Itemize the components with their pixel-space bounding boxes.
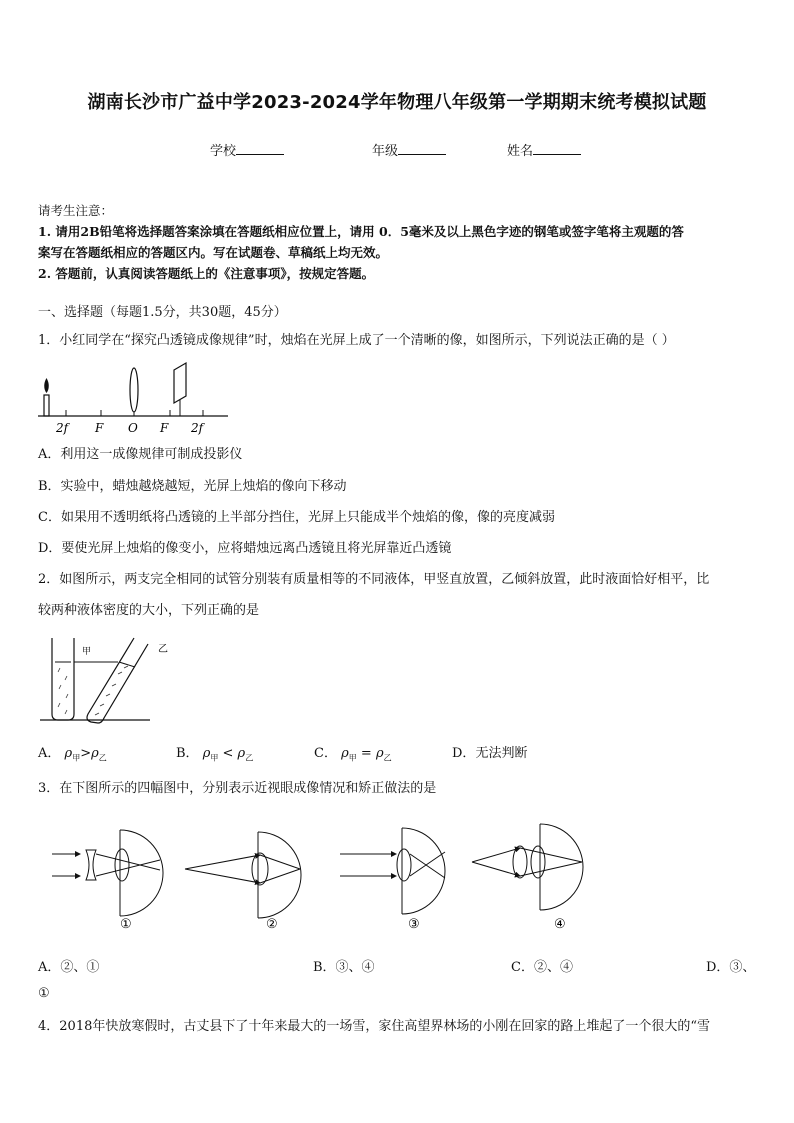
axis-label-o: O: [128, 421, 138, 435]
candle-icon: [44, 378, 49, 416]
q2-option-b: [176, 742, 253, 764]
q3-option-c: C．②、④: [511, 960, 573, 975]
q2-option-c-letter: C．: [314, 746, 337, 761]
relation-symbol: >: [80, 746, 92, 761]
notice-line-2: 2. 答题前，认真阅读答题纸上的《注意事项》，按规定答题。: [38, 266, 375, 281]
sub-jia: 甲: [72, 753, 81, 763]
rho-symbol: ρ: [237, 746, 246, 761]
axis-label-2f-right: 2f: [191, 421, 204, 435]
tilted-tube-icon: [87, 638, 148, 723]
q2-stem-line-2: 较两种液体密度的大小，下列正确的是: [38, 603, 260, 618]
rho-symbol: ρ: [341, 746, 349, 761]
q1-option-d: D．要使光屏上烛焰的像变小，应将蜡烛远离凸透镜且将光屏靠近凸透镜: [38, 541, 452, 556]
q2-stem-line-1: 2．如图所示，两支完全相同的试管分别装有质量相等的不同液体，甲竖直放置，乙倾斜放置，此时液面恰好相平，比: [38, 572, 710, 587]
q1-option-b: B．实验中，蜡烛越烧越短，光屏上烛焰的像向下移动: [38, 479, 347, 494]
q2-option-d-letter: D．: [452, 746, 476, 761]
axis-label-f-left: F: [95, 421, 104, 435]
sub-jia: 甲: [210, 753, 219, 763]
q1-stem: 1．小红同学在“探究凸透镜成像规律”时，烛焰在光屏上成了一个清晰的像，如图所示，下列说法正确的是（ ）: [38, 333, 675, 348]
q4-stem: 4．2018年快放寒假时，古丈县下了十年来最大的一场雪，家住高望界林场的小刚在回家的路上堆起了一个很大的“雪: [38, 1019, 711, 1034]
q3-option-d: D．③、: [706, 960, 756, 975]
grade-label: 年级: [372, 144, 399, 159]
figure-label-1: ①: [120, 917, 132, 932]
sub-yi: 乙: [98, 753, 107, 763]
notice-line-1b: 案写在答题纸相应的答题区内。写在试题卷、草稿纸上均无效。: [38, 245, 389, 260]
vertical-tube-icon: [52, 638, 74, 720]
name-label: 姓名: [507, 144, 534, 159]
figure-label-3: ③: [408, 917, 420, 932]
notice-block: [38, 200, 763, 284]
q2-test-tubes-figure: [38, 634, 168, 726]
rho-symbol: ρ: [64, 746, 73, 761]
q2-option-c: [314, 742, 392, 764]
q3-eye-figures: [50, 818, 590, 938]
figure-label-2: ②: [266, 917, 278, 932]
q3-option-d-wrap: ①: [38, 986, 50, 1001]
eye-diagram-1: [52, 830, 163, 916]
q1-optics-figure: [38, 360, 238, 440]
eye-diagram-2: [185, 832, 301, 918]
sub-yi: 乙: [383, 753, 392, 763]
axis-label-2f-left: 2f: [56, 421, 69, 435]
eye-diagram-4: [472, 824, 583, 910]
relation-symbol: =: [360, 746, 372, 761]
tube-label-yi: 乙: [158, 644, 168, 655]
eye-diagram-3: [340, 828, 445, 914]
sub-jia: 甲: [348, 753, 357, 763]
school-label: 学校: [210, 144, 237, 159]
q3-stem: 3．在下图所示的四幅图中，分别表示近视眼成像情况和矫正做法的是: [38, 781, 437, 796]
grade-field: [372, 140, 446, 159]
q1-option-a: A．利用这一成像规律可制成投影仪: [38, 447, 243, 462]
convex-lens-icon: [130, 368, 138, 412]
name-blank: [533, 141, 581, 155]
rho-symbol: ρ: [202, 746, 211, 761]
figure-label-4: ④: [554, 917, 566, 932]
school-blank: [236, 141, 284, 155]
q1-option-c: C．如果用不透明纸将凸透镜的上半部分挡住，光屏上只能成半个烛焰的像，像的亮度减弱: [38, 510, 555, 525]
relation-symbol: <: [222, 746, 234, 761]
q2-option-d-text: 无法判断: [475, 746, 528, 761]
screen-icon: [174, 363, 186, 416]
q2-option-b-letter: B．: [176, 746, 199, 761]
q3-option-b: B．③、④: [313, 960, 375, 975]
grade-blank: [398, 141, 446, 155]
rho-symbol: ρ: [91, 746, 99, 761]
q2-option-d: [452, 742, 527, 761]
q2-option-a-letter: A．: [38, 746, 61, 761]
axis-label-f-right: F: [160, 421, 169, 435]
rho-symbol: ρ: [375, 746, 384, 761]
notice-heading: 请考生注意：: [38, 203, 114, 218]
section-heading: 一、选择题（每题1.5分，共30题，45分）: [38, 305, 287, 320]
notice-line-1a: 1. 请用2B铅笔将选择题答案涂填在答题纸相应位置上，请用 0．5毫米及以上黑色字迹的钢笔或签字笔将主观题的答: [38, 224, 684, 239]
q3-option-a: A．②、①: [38, 960, 100, 975]
page-title: 湖南长沙市广益中学2023-2024学年物理八年级第一学期期末统考模拟试题: [87, 92, 707, 113]
name-field: [507, 140, 581, 159]
tube-label-jia: 甲: [82, 647, 92, 657]
q2-option-a: [38, 742, 107, 764]
school-field: [210, 140, 284, 159]
sub-yi: 乙: [245, 753, 254, 763]
